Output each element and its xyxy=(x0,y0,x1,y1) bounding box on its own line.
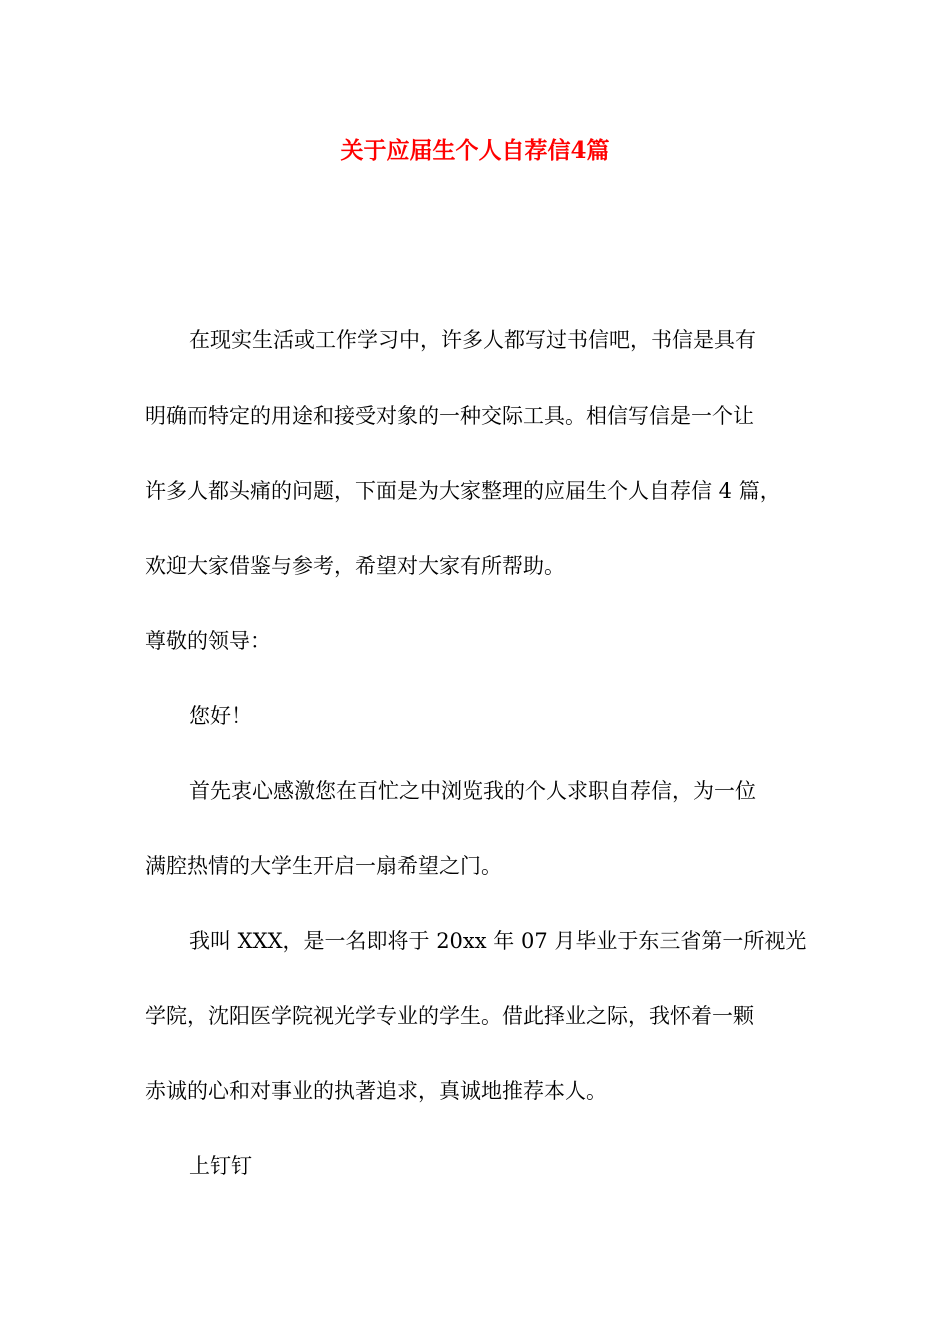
paragraph-line: 赤诚的心和对事业的执著追求，真诚地推荐本人。 xyxy=(145,1079,607,1103)
paragraph-line: 首先衷心感激您在百忙之中浏览我的个人求职自荐信，为一位 xyxy=(189,779,756,803)
paragraph-line: 明确而特定的用途和接受对象的一种交际工具。相信写信是一个让 xyxy=(145,404,754,428)
paragraph-line: 我叫 XXX，是一名即将于 20xx 年 07 月毕业于东三省第一所视光 xyxy=(189,929,807,953)
document-title: 关于应届生个人自荐信4篇 xyxy=(340,137,610,164)
paragraph-line: 在现实生活或工作学习中，许多人都写过书信吧，书信是具有 xyxy=(189,328,756,352)
salutation: 尊敬的领导： xyxy=(145,629,271,653)
paragraph-line: 上钉钉 xyxy=(189,1154,252,1178)
paragraph-line: 学院，沈阳医学院视光学专业的学生。借此择业之际，我怀着一颗 xyxy=(145,1004,754,1028)
paragraph-line: 欢迎大家借鉴与参考，希望对大家有所帮助。 xyxy=(145,554,565,578)
paragraph-line: 满腔热情的大学生开启一扇希望之门。 xyxy=(145,854,502,878)
greeting: 您好！ xyxy=(189,704,252,728)
paragraph-line: 许多人都头痛的问题，下面是为大家整理的应届生个人自荐信 4 篇， xyxy=(145,479,781,503)
